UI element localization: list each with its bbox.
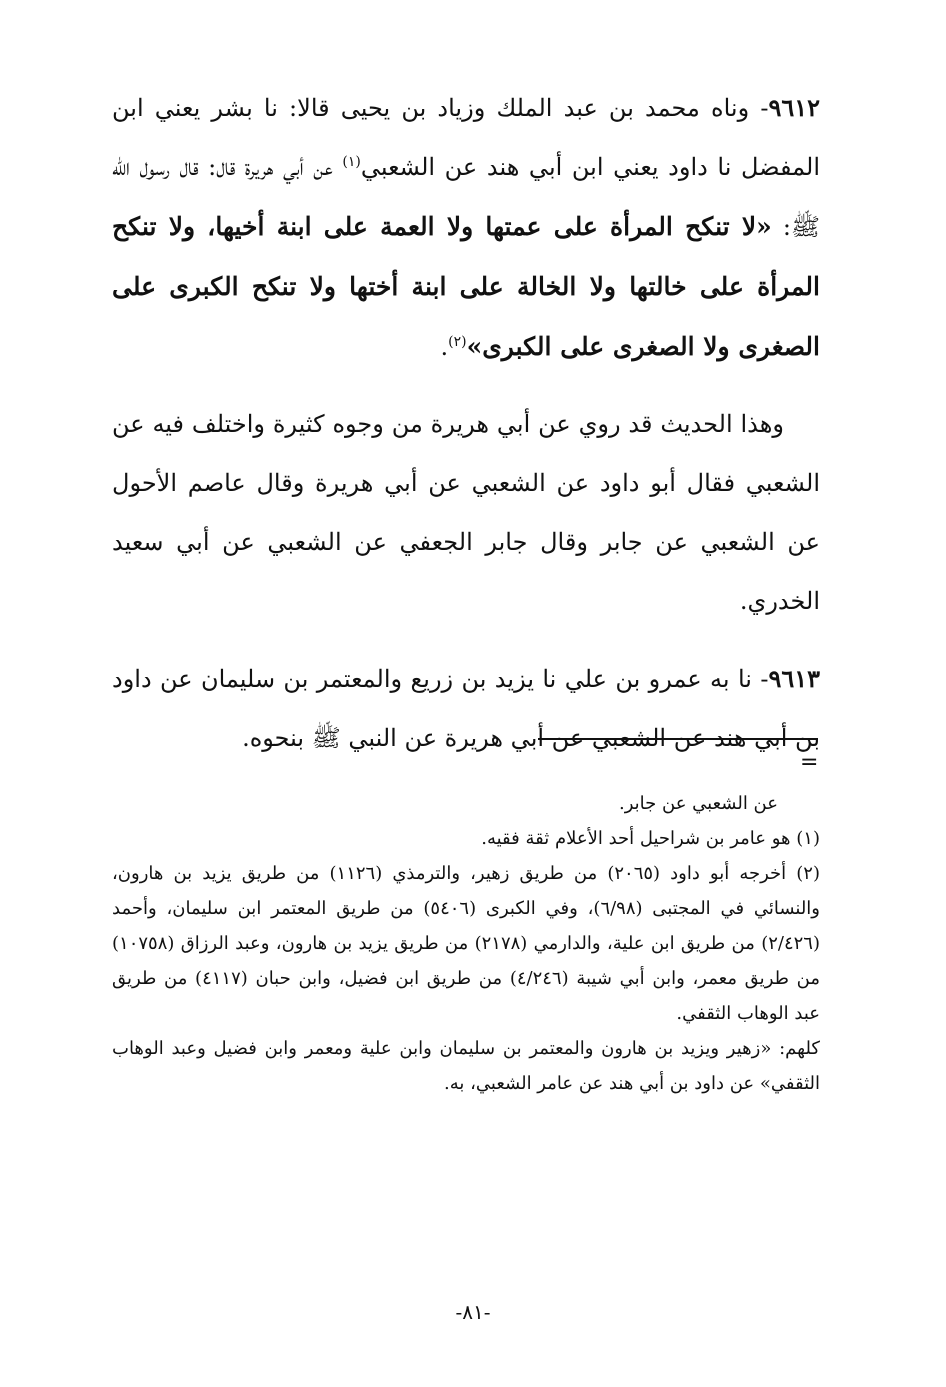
main-text <box>112 78 820 768</box>
hadith-matn: «لا تنكح المرأة على عمتها ولا العمة على ابنة أخيها، ولا تنكح المرأة على خالتها ولا الخالة على ابنة أختها ولا تنكح الكبرى على الصغرى ولا الصغرى على الكبرى» <box>112 212 820 361</box>
footnote-2-tail: كلهم: «زهير ويزيد بن هارون والمعتمر بن سليمان وابن علية ومعمر وابن فضيل وعبد الوهاب الثقفي» عن داود بن أبي هند عن عامر الشعبي، به. <box>112 1038 820 1094</box>
entry-end: . <box>440 333 449 361</box>
footnote-separator <box>538 738 818 740</box>
entry-number: ٩٦١٣ <box>768 664 820 693</box>
isnad-text: - وناه محمد بن عبد الملك وزياد بن يحيى قالا: نا بشر يعني ابن المفضل نا داود يعني ابن أبي هند عن الشعبي <box>112 94 820 181</box>
page-number: -٨١- <box>455 1300 491 1324</box>
footnote-2 <box>112 856 820 1031</box>
commentary-paragraph: وهذا الحديث قد روي عن أبي هريرة من وجوه كثيرة واختلف فيه عن الشعبي فقال أبو داود عن الشعبي عن أبي هريرة وقال عاصم الأحول عن الشعبي عن جابر وقال جابر الجعفي عن الشعبي عن أبي سعيد الخدري. <box>112 410 821 615</box>
footnote-ref-2: (٢) <box>448 334 467 350</box>
footnote-2-label: (٢) <box>796 863 820 884</box>
footnote-1: (١) هو عامر بن شراحيل أحد الأعلام ثقة فقيه. <box>481 828 820 849</box>
isnad-text-cont: عن أبي هريرة قال: قال رسول الله ﷺ: <box>112 153 820 241</box>
footnote-ref-1: (١) <box>342 154 361 170</box>
entry-number: ٩٦١٢ <box>768 93 820 122</box>
hadith-entry-9613 <box>112 649 820 768</box>
hadith-entry-9612 <box>112 78 820 377</box>
footnote-2-text: أخرجه أبو داود (٢٠٦٥) من طريق زهير، والترمذي (١١٢٦) من طريق يزيد بن هارون، والنسائي في المجتبى (٦/٩٨)، وفي الكبرى (٥٤٠٦) من طريق المعتمر ابن سليمان، وأحمد (٢/٤٢٦) من طريق ابن علية، والدارمي (٢١٧٨) من طريق يزيد بن هارون، وعبد الرزاق (١٠٧٥٨) من طريق معمر، وابن أبي شيبة (٤/٢٤٦) من طريق ابن فضيل، وابن حبان (٤١١٧) من طريق عبد الوهاب الثقفي. <box>112 863 821 1024</box>
continuation-mark: = <box>800 750 819 775</box>
footnotes <box>112 786 820 1101</box>
isnad-text: - نا به عمرو بن علي نا يزيد بن زريع والمعتمر بن سليمان عن داود بن أبي هند عن الشعبي عن أبي هريرة عن النبي ﷺ بنحوه. <box>112 665 820 752</box>
footnote-continuation: عن الشعبي عن جابر. <box>619 793 778 814</box>
